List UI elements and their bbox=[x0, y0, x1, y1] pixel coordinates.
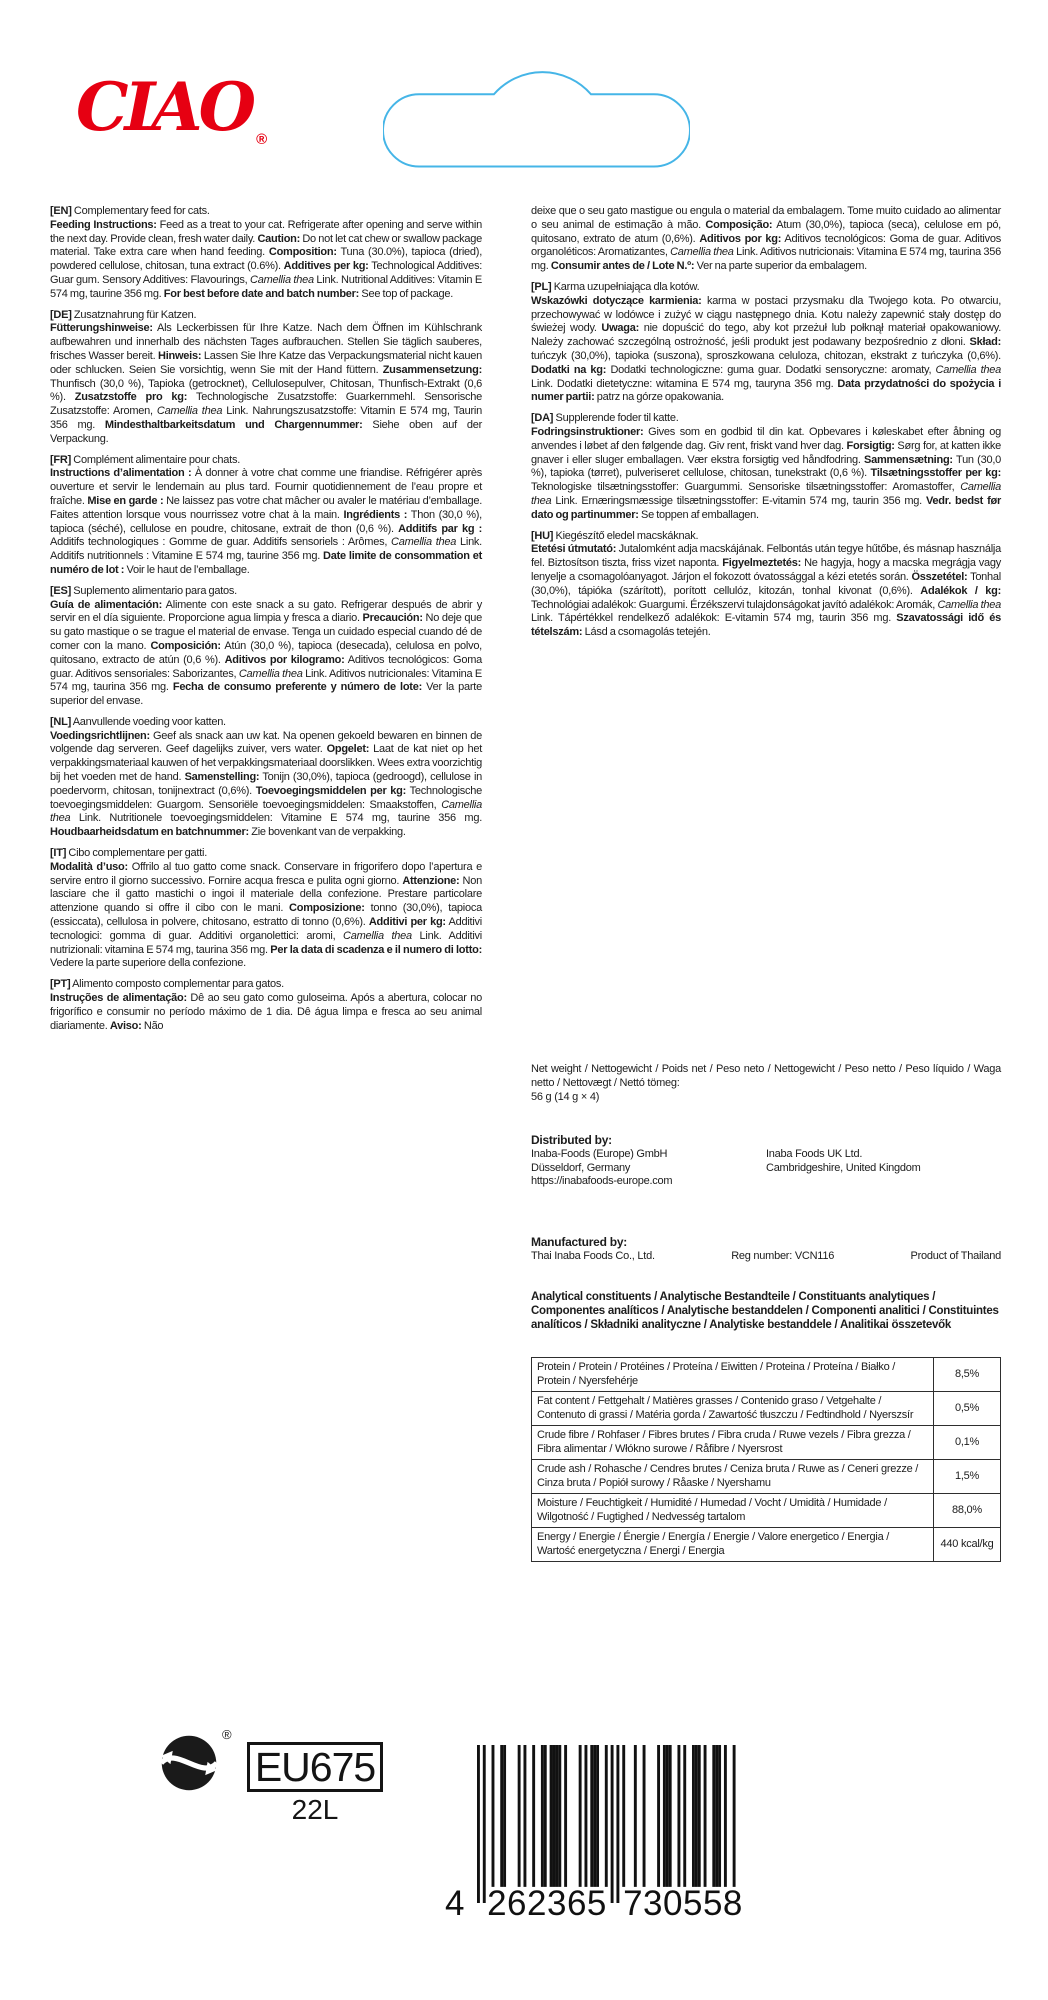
barcode-group2: 730558 bbox=[623, 1884, 743, 1923]
barcode-group1: 262365 bbox=[487, 1884, 607, 1923]
constituent-label: Fat content / Fettgehalt / Matières grasses / Contenido graso / Vetgehalte / Contenuto di grassi / Matéria gorda / Zawartość tłuszczu / Fedtindhold / Nyerszsír bbox=[532, 1392, 934, 1426]
manufacturer-block bbox=[531, 1236, 1001, 1264]
distributor-address-uk bbox=[766, 1148, 1001, 1189]
address-line: Cambridgeshire, United Kingdom bbox=[766, 1161, 921, 1174]
table-row bbox=[532, 1528, 1001, 1562]
green-dot-icon bbox=[160, 1734, 218, 1792]
constituent-label: Protein / Protein / Protéines / Proteína / Eiwitten / Proteina / Proteína / Białko / Protein / Nyersfehérje bbox=[532, 1358, 934, 1392]
lang-section-nl bbox=[50, 716, 482, 840]
lang-body: Fodringsinstruktioner: Gives som en godbid til din kat. Opbevares i køleskabet efter åbning og anvendes i løbet af den følgende dag. Giv rent, friskt vand hver dag. Forsigtig: Sørg for, at katten ikke gnaver i eller sluger emballagen. Vær ekstra forsigtig ved håndfodring. Sammensætning: Tun (30,0 %), tapioka (tørret), pulveriseret cellulose, chitosan, tunekstrakt (0,6 %). Tilsætningsstoffer per kg: Teknologiske tilsætningsstoffer: Guargummi. Sensoriske tilsætningsstoffer: Aromastoffer, Camellia thea Link. Ernæringsmæssige tilsætningsstoffer: E-vitamin 574 mg, taurin 356 mg. Vedr. bedst før dato og partinummer: Se toppen af emballagen. bbox=[531, 425, 1002, 521]
distributed-by-heading: Distributed by: bbox=[531, 1133, 612, 1147]
lang-title: [PL] Karma uzupełniająca dla kotów. bbox=[531, 280, 700, 293]
distributor-block bbox=[531, 1134, 1001, 1189]
lang-body: Guía de alimentación: Alimente con este snack a su gato. Refrigerar después de abrir y servir en el día siguiente. Proporcione agua limpia y fresca a diario. Precaución: No deje que su gato mastique o se trague el material de envase. Tenga un cuidado especial cuando dé de comer con la mano. Composición: Atún (30,0 %), tapioca (desecada), celulosa en polvo, quitosano, extracto de atún (0,6 %). Aditivos por kilogramo: Aditivos tecnológicos: Goma guar. Aditivos sensoriales: Saborizantes, Camellia thea Link. Aditivos nutricionales: Vitamina E 574 mg, taurina 356 mg. Fecha de consumo preferente y número de lote: Ver la parte superior del envase. bbox=[50, 598, 482, 708]
green-dot-registered-mark: ® bbox=[222, 1727, 232, 1742]
constituent-value: 1,5% bbox=[934, 1460, 1001, 1494]
address-line: Inaba-Foods (Europe) GmbH bbox=[531, 1147, 668, 1160]
lang-title: [ES] Suplemento alimentario para gatos. bbox=[50, 584, 237, 597]
lang-body: Fütterungshinweise: Als Leckerbissen für Ihre Katze. Nach dem Öffnen im Kühlschrank aufbewahren und innerhalb des nächsten Tages aufbrauchen. Stellen Sie täglich sauberes, frisches Wasser bereit. Hinweis: Lassen Sie Ihre Katze das Verpackungsmaterial nicht kauen oder schlucken. Seien Sie vorsichtig, wenn Sie mit der Hand füttern. Zusammensetzung: Thunfisch (30,0 %), Tapioka (getrocknet), Cellulosepulver, Chitosan, Thunfisch-Extrakt (0,6 %). Zusatzstoffe pro kg: Technologische Zusatzstoffe: Guarkernmehl. Sensorische Zusatzstoffe: Aromen, Camellia thea Link. Nahrungszusatzstoffe: Vitamin E 574 mg, Taurin 356 mg. Mindesthaltbarkeitsdatum und Chargennummer: Siehe oben auf der Verpackung. bbox=[50, 322, 482, 445]
manufacturer-item: Reg number: VCN116 bbox=[731, 1249, 835, 1262]
lang-title: [HU] Kiegészítő eledel macskáknak. bbox=[531, 529, 699, 542]
lang-body: Modalità d’uso: Offrilo al tuo gatto come snack. Conservare in frigorifero dopo l’apertura e servire entro il giorno successivo. Fornire acqua fresca e pulita ogni giorno. Attenzione: Non lasciare che il gatto mastichi o ingoi il materiale della confezione. Prestare particolare attenzione quando si offre il cibo con le mani. Composizione: tonno (30,0%), tapioca (essiccata), cellulosa in polvere, chitosano, estratto di tonno (0,6%). Additivi per kg: Additivi tecnologici: gomma di guar. Additivi organolettici: aromi, Camellia thea Link. Additivi nutrizionali: vitamina E 574 mg, taurina 356 mg. Per la data di scadenza e il numero di lotto: Vedere la parte superiore della confezione. bbox=[50, 860, 482, 970]
net-weight bbox=[531, 1063, 1001, 1104]
constituent-value: 0,1% bbox=[934, 1426, 1001, 1460]
barcode-bars bbox=[477, 1745, 753, 1903]
brand-logo bbox=[76, 68, 268, 148]
lang-title: [DE] Zusatznahrung für Katzen. bbox=[50, 308, 197, 321]
lang-title: [NL] Aanvullende voeding voor katten. bbox=[50, 715, 226, 728]
lang-section-fr bbox=[50, 454, 482, 578]
column-right-text bbox=[531, 205, 1001, 647]
lang-section-da bbox=[531, 412, 1001, 522]
constituent-value: 8,5% bbox=[934, 1358, 1001, 1392]
lang-section-de bbox=[50, 309, 482, 447]
lang-section-pt bbox=[50, 978, 482, 1033]
package-window-outline bbox=[383, 70, 690, 170]
approval-code-box: EU675 bbox=[247, 1742, 383, 1792]
distributor-address-europe bbox=[531, 1148, 766, 1189]
manufactured-by-heading: Manufactured by: bbox=[531, 1235, 628, 1249]
barcode bbox=[445, 1745, 755, 1925]
lang-body: Etetési útmutató: Jutalomként adja macskájának. Felbontás után tegye hűtőbe, és másnap használja fel. Biztosítson tiszta, friss vizet naponta. Figyelmeztetés: Ne hagyja, hogy a macska megrágja vagy lenyelje a csomagolóanyagot. Járjon el fokozott óvatossággal a kézi etetés során. Összetétel: Tonhal (30,0%), tápióka (szárított), porított cellulóz, kitozán, tonhal kivonat (0,6%). Adalékok / kg: Technológiai adalékok: Guargumi. Érzékszervi tulajdonságokat javító adalékok: Aromák, Camellia thea Link. Tápértékkel rendelkező adalékok: E-vitamin 574 mg, taurin 356 mg. Szavatossági idő és tételszám: Lásd a csomagolás tetején. bbox=[531, 543, 1001, 639]
constituent-label: Moisture / Feuchtigkeit / Humidité / Humedad / Vocht / Umidità / Humidade / Wilgotność / Fugtighed / Nedvesség tartalom bbox=[532, 1494, 934, 1528]
lang-body: Instruções de alimentação: Dê ao seu gato como guloseima. Após a abertura, colocar no frigorífico e consumir no período máximo de 1 dia. Dê água limpa e fresca ao seu animal diariamente. Aviso: Não bbox=[50, 992, 482, 1032]
constituent-value: 88,0% bbox=[934, 1494, 1001, 1528]
lang-section-it bbox=[50, 847, 482, 971]
lang-body: deixe que o seu gato mastigue ou engula o material da embalagem. Tome muito cuidado ao alimentar o seu animal de estimação à mão. Composição: Atum (30,0%), tapioca (seca), celulose em pó, quitosano, extrato de atum (0,6%). Aditivos por kg: Aditivos tecnológicos: Goma de guar. Aditivos organoléticos: Aromatizantes, Camellia thea Link. Aditivos nutricionais: Vitamina E 574 mg, taurina 356 mg. Consumir antes de / Lote N.º: Ver na parte superior da embalagem. bbox=[531, 205, 1001, 273]
barcode-lead-digit: 4 bbox=[445, 1884, 465, 1923]
lang-body: Voedingsrichtlijnen: Geef als snack aan uw kat. Na openen gekoeld bewaren en binnen de volgende dag serveren. Geef dagelijks zuiver, vers water. Opgelet: Laat de kat niet op het verpakkingsmateriaal kauwen of het verpakkingsmateriaal doorslikken. Wees extra voorzichtig bij het voeden met de hand. Samenstelling: Tonijn (30,0%), tapioca (gedroogd), cellulose in poedervorm, chitosan, tonijnextract (0,6%). Toevoegingsmiddelen per kg: Technologische toevoegingsmiddelen: Guargom. Sensoriële toevoegingsmiddelen: Smaakstoffen, Camellia thea Link. Nutritionele toevoegingsmiddelen: Vitamine E 574 mg, taurine 356 mg. Houdbaarheidsdatum en batchnummer: Zie bovenkant van de verpakking. bbox=[50, 729, 483, 839]
lang-section-es bbox=[50, 585, 482, 709]
manufacturer-line bbox=[531, 1250, 1001, 1264]
lang-title: [DA] Supplerende foder til katte. bbox=[531, 412, 679, 425]
lang-section-pl bbox=[531, 281, 1001, 405]
analytical-heading: Analytical constituents / Analytische Bestandteile / Constituants analytiques / Componentes analíticos / Analytische bestanddelen / Componenti analitici / Constituintes analíticos / Składniki analityczne / Analytiske bestanddele / Analitikai összetevők bbox=[531, 1291, 999, 1331]
constituent-value: 0,5% bbox=[934, 1392, 1001, 1426]
lang-title: [FR] Complément alimentaire pour chats. bbox=[50, 453, 240, 466]
column-left bbox=[50, 205, 482, 1040]
table-row bbox=[532, 1358, 1001, 1392]
lang-section-pt-continuation bbox=[531, 205, 1001, 274]
table-row bbox=[532, 1494, 1001, 1528]
address-line: https://inabafoods-europe.com bbox=[531, 1175, 673, 1188]
lang-section-hu bbox=[531, 530, 1001, 640]
lang-title: [EN] Complementary feed for cats. bbox=[50, 205, 210, 217]
line-code: 22L bbox=[291, 1794, 339, 1825]
lang-section-en bbox=[50, 205, 482, 302]
table-row bbox=[532, 1460, 1001, 1494]
address-line: Inaba Foods UK Ltd. bbox=[766, 1147, 863, 1160]
table-row bbox=[532, 1426, 1001, 1460]
constituent-value: 440 kcal/kg bbox=[934, 1528, 1001, 1562]
registered-mark: ® bbox=[256, 131, 268, 148]
constituent-label: Crude ash / Rohasche / Cendres brutes / Ceniza bruta / Ruwe as / Ceneri grezze / Cinza bruta / Popiół surowy / Råaske / Nyershamu bbox=[532, 1460, 934, 1494]
net-weight-labels: Net weight / Nettogewicht / Poids net / Peso neto / Nettogewicht / Peso netto / Peso líquido / Waga netto / Nettovægt / Nettó tömeg: bbox=[531, 1063, 1001, 1089]
lang-body: Wskazówki dotyczące karmienia: karma w postaci przysmaku dla Twojego kota. Po otwarciu, przechowywać w lodówce i zużyć w ciągu następnego dnia. Kotu należy zapewnić stały dostęp do świeżej wody. Uwaga: nie dopuścić do tego, aby kot przeżuł lub połknął materiał opakowaniowy. Należy zachować szczególną ostrożność, jeśli produkt jest podawany bezpośrednio z dłoni. Skład: tuńczyk (30,0%), tapioka (suszona), sproszkowana celuloza, chitozan, ekstrakt z tuńczyka (0,6%). Dodatki na kg: Dodatki technologiczne: guma guar. Dodatki sensoryczne: aromaty, Camellia thea Link. Dodatki dietetyczne: witamina E 574 mg, tauryna 356 mg. Data przydatności do spożycia i numer partii: patrz na górze opakowania. bbox=[531, 294, 1002, 404]
lang-body: Feeding Instructions: Feed as a treat to your cat. Refrigerate after opening and serve within the next day. Provide clean, fresh water daily. Caution: Do not let cat chew or swallow package material. Take extra care when hand feeding. Composition: Tuna (30.0%), tapioca (dried), powdered cellulose, chitosan, tuna extract (0.6%). Additives per kg: Technological Additives: Guar gum. Sensory Additives: Flavourings, Camellia thea Link. Nutritional Additives: Vitamin E 574 mg, taurine 356 mg. For best before date and batch number: See top of package. bbox=[50, 218, 483, 300]
manufacturer-item: Product of Thailand bbox=[910, 1249, 1001, 1262]
manufacturer-item: Thai Inaba Foods Co., Ltd. bbox=[531, 1249, 655, 1262]
net-weight-value: 56 g (14 g × 4) bbox=[531, 1090, 600, 1103]
analytical-table bbox=[531, 1357, 1001, 1562]
lang-body: Instructions d’alimentation : À donner à votre chat comme une friandise. Réfrigérer après ouverture et servir le lendemain au plus tard. Fournir quotidiennement de l’eau propre et fraîche. Mise en garde : Ne laissez pas votre chat mâcher ou avaler le matériau d’emballage. Faites attention lorsque vous nourrissez votre chat à la main. Ingrédients : Thon (30,0 %), tapioca (séché), cellulose en poudre, chitosane, extrait de thon (0,6 %). Additifs par kg : Additifs technologiques : Gomme de guar. Additifs sensoriels : Arômes, Camellia thea Link. Additifs nutritionnels : Vitamine E 574 mg, taurine 356 mg. Date limite de consommation et numéro de lot : Voir le haut de l’emballage. bbox=[50, 467, 483, 576]
lang-title: [PT] Alimento composto complementar para gatos. bbox=[50, 978, 284, 991]
lang-title: [IT] Cibo complementare per gatti. bbox=[50, 847, 208, 860]
constituent-label: Crude fibre / Rohfaser / Fibres brutes / Fibra cruda / Ruwe vezels / Fibra grezza / Fibra alimentar / Włókno surowe / Råfibre / Nyersrost bbox=[532, 1426, 934, 1460]
address-line: Düsseldorf, Germany bbox=[531, 1161, 631, 1174]
constituent-label: Energy / Energie / Énergie / Energía / Energie / Valore energetico / Energia / Wartość energetyczna / Energi / Energia bbox=[532, 1528, 934, 1562]
table-row bbox=[532, 1392, 1001, 1426]
brand-name: CIAO bbox=[76, 68, 253, 146]
